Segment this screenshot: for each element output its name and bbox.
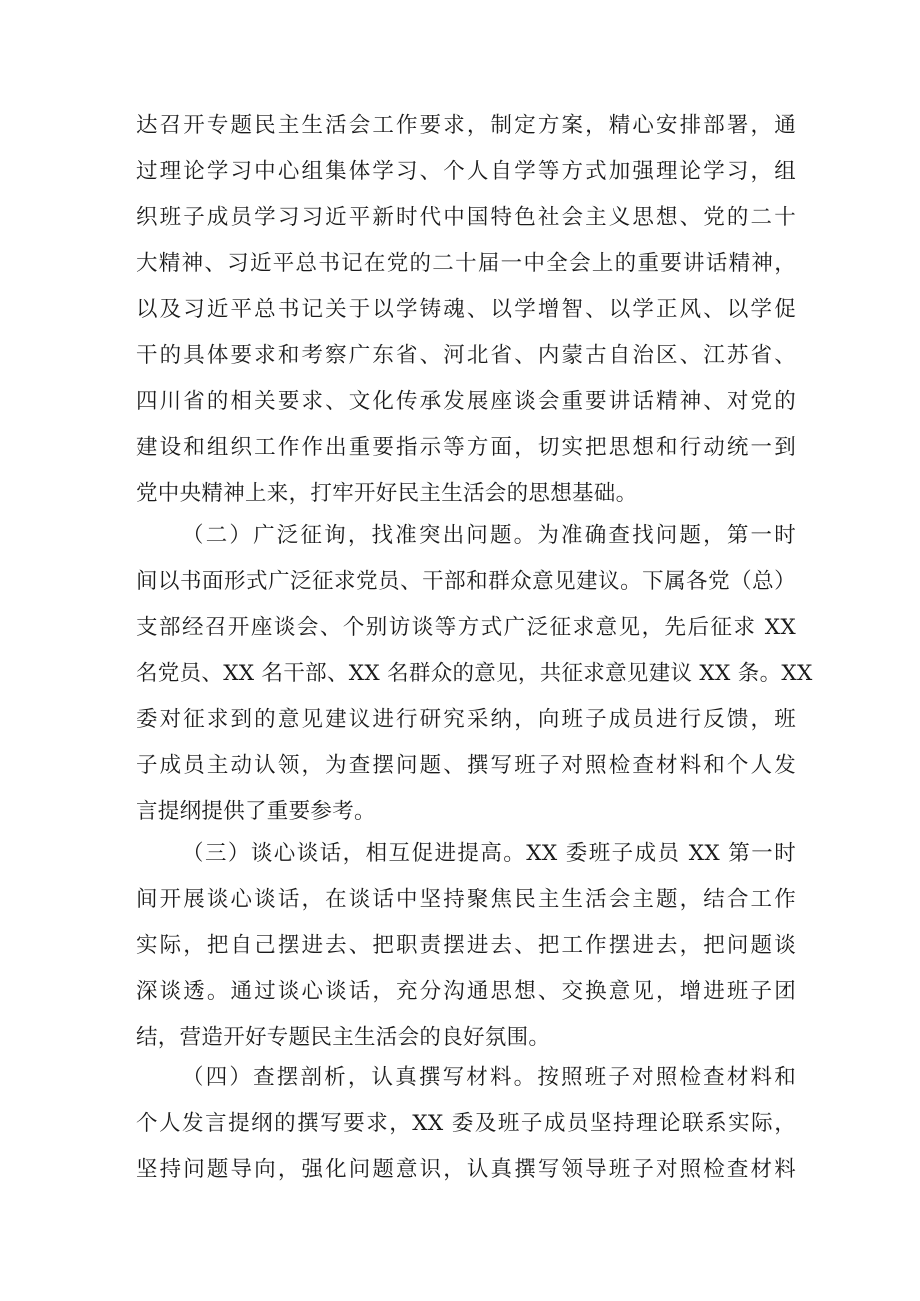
paragraph-line: 实际，把自己摆进去、把职责摆进去、把工作摆进去，把问题谈 bbox=[136, 933, 796, 958]
paragraph-line: 言提纲提供了重要参考。 bbox=[136, 799, 376, 824]
paragraph-line: 间开展谈心谈话，在谈话中坚持聚焦民主生活会主题，结合工作 bbox=[136, 887, 796, 912]
paragraph-line: 委对征求到的意见建议进行研究采纳，向班子成员进行反馈，班 bbox=[136, 707, 796, 732]
paragraph-line: 坚持问题导向，强化问题意识，认真撰写领导班子对照检查材料 bbox=[136, 1157, 796, 1182]
paragraph-2 bbox=[136, 513, 813, 835]
paragraph-line: 建设和组织工作作出重要指示等方面，切实把思想和行动统一到 bbox=[136, 435, 796, 460]
paragraph-line: （二）广泛征询，找准突出问题。为准确查找问题，第一时 bbox=[182, 523, 796, 548]
paragraph-line: 以及习近平总书记关于以学铸魂、以学增智、以学正风、以学促 bbox=[136, 297, 796, 322]
paragraph-line: 名党员、XX 名干部、XX 名群众的意见，共征求意见建议 XX 条。XX bbox=[136, 661, 813, 686]
paragraph-line: 大精神、习近平总书记在党的二十届一中全会上的重要讲话精神， bbox=[136, 251, 796, 276]
paragraph-line: 达召开专题民主生活会工作要求，制定方案，精心安排部署，通 bbox=[136, 113, 796, 138]
paragraph-line: （三）谈心谈话，相互促进提高。XX 委班子成员 XX 第一时 bbox=[182, 841, 796, 866]
paragraph-line: 深谈透。通过谈心谈话，充分沟通思想、交换意见，增进班子团 bbox=[136, 979, 796, 1004]
paragraph-line: （四）查摆剖析，认真撰写材料。按照班子对照检查材料和 bbox=[182, 1065, 796, 1090]
paragraph-line: 干的具体要求和考察广东省、河北省、内蒙古自治区、江苏省、 bbox=[136, 343, 796, 368]
paragraph-line: 支部经召开座谈会、个别访谈等方式广泛征求意见，先后征求 XX bbox=[136, 615, 796, 640]
paragraph-line: 过理论学习中心组集体学习、个人自学等方式加强理论学习，组 bbox=[136, 159, 796, 184]
paragraph-line: 子成员主动认领，为查摆问题、撰写班子对照检查材料和个人发 bbox=[136, 753, 796, 778]
paragraph-line: 四川省的相关要求、文化传承发展座谈会重要讲话精神、对党的 bbox=[136, 389, 796, 414]
paragraph-3 bbox=[136, 831, 796, 1061]
paragraph-line: 党中央精神上来，打牢开好民主生活会的思想基础。 bbox=[136, 481, 638, 506]
paragraph-line: 织班子成员学习习近平新时代中国特色社会主义思想、党的二十 bbox=[136, 205, 796, 230]
paragraph-4 bbox=[136, 1055, 796, 1193]
paragraph-line: 结，营造开好专题民主生活会的良好氛围。 bbox=[136, 1025, 551, 1050]
paragraph-1 bbox=[136, 103, 796, 517]
paragraph-line: 间以书面形式广泛征求党员、干部和群众意见建议。下属各党（总） bbox=[136, 569, 796, 594]
paragraph-line: 个人发言提纲的撰写要求，XX 委及班子成员坚持理论联系实际， bbox=[136, 1111, 796, 1136]
